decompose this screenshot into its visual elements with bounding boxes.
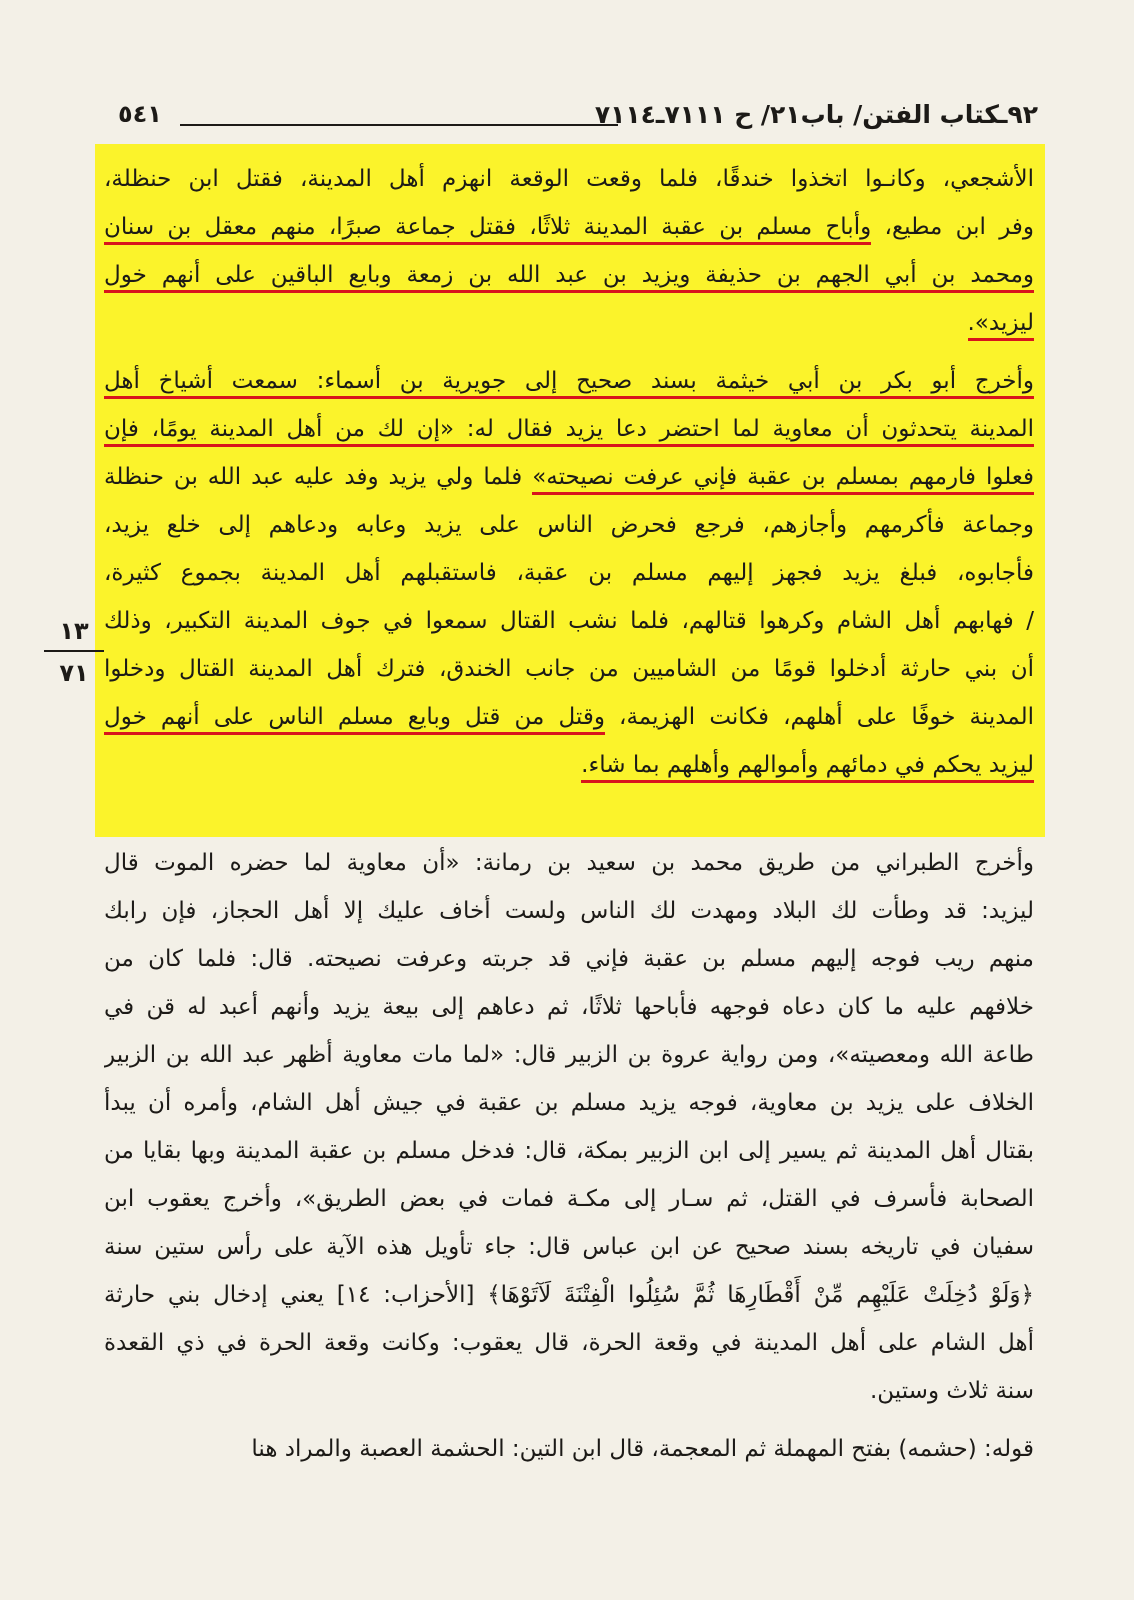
red-underline: ليزيد». [968,310,1035,341]
red-underline: وأباح مسلم بن عقبة المدينة ثلاثًا، فقتل جماعة صبرًا، منهم معقل بن سنان [104,214,871,245]
margin-ref-top: ١٣ [59,617,89,645]
text-line: بقتال أهل المدينة ثم يسير إلى ابن الزبير بمكة، قال: فدخل مسلم بن عقبة المدينة وبها بقايا من [104,1138,1034,1164]
red-underline: المدينة يتحدثون أن معاوية لما احتضر دعا يزيد فقال له: «إن لك من أهل المدينة يومًا، فإن [104,416,1034,447]
text-line: / فهابهم أهل الشام وكرهوا قتالهم، فلما نشب القتال سمعوا في جوف المدينة التكبير، وذلك [104,608,1034,634]
margin-ref-bottom: ٧١ [59,659,89,687]
text-line: سفيان في تاريخه بسند صحيح عن ابن عباس قال: جاء تأويل هذه الآية على رأس ستين سنة [104,1234,1034,1260]
red-underline: وقتل من قتل وبايع مسلم الناس على أنهم خول [104,704,605,735]
text-line: فعلوا فارمهم بمسلم بن عقبة فإني عرفت نصيحته» فلما ولي يزيد وفد عليه عبد الله بن حنظلة [104,454,1034,502]
text-line: فأجابوه، فبلغ يزيد فجهز إليهم مسلم بن عقبة، فاستقبلهم أهل المدينة بجموع كثيرة، [104,560,1034,586]
text-line: الأشجعي، وكانـوا اتخذوا خندقًا، فلما وقعت الوقعة انهزم أهل المدينة، فقتل ابن حنظلة، [104,166,1034,192]
text-line: أن بني حارثة أدخلوا قومًا من الشاميين من جانب الخندق، فترك أهل المدينة القتال ودخلوا [104,656,1034,682]
text-line [104,742,1034,790]
red-underline: وأخرج أبو بكر بن أبي خيثمة بسند صحيح إلى جويرية بن أسماء: سمعت أشياخ أهل [104,368,1034,399]
text-line [104,406,1034,454]
text-line: الخلاف على يزيد بن معاوية، فوجه يزيد مسلم بن عقبة في جيش أهل الشام، وأمره أن يبدأ [104,1090,1034,1116]
text-line: وجماعة فأكرمهم وأجازهم، فرجع فحرض الناس على يزيد وعابه ودعاهم إلى خلع يزيد، [104,512,1034,538]
text-line: أهل الشام على أهل المدينة في وقعة الحرة، قال يعقوب: وكانت وقعة الحرة في ذي القعدة [104,1330,1034,1356]
text-line [104,358,1034,406]
chapter-title: ٩٢ـكتاب الفتن/ باب٢١/ ح ٧١١١ـ٧١١٤ [594,100,1038,129]
page-number: ٥٤١ [118,100,162,128]
body-passage [104,840,1034,1474]
text-line: وأخرج الطبراني من طريق محمد بن سعيد بن رمانة: «أن معاوية لما حضره الموت قال [104,850,1034,876]
red-underline: ومحمد بن أبي الجهم بن حذيفة ويزيد بن عبد الله بن زمعة وبايع الباقين على أنهم خول [104,262,1034,293]
margin-ref-rule [44,650,104,652]
text-line [104,300,1034,348]
text-line: سنة ثلاث وستين. [869,1378,1034,1404]
text-line: منهم ريب فوجه إليهم مسلم بن عقبة فإني قد جربته وعرفت نصيحته. قال: فلما كان من [104,946,1034,972]
quran-verse-line: ﴿وَلَوْ دُخِلَتْ عَلَيْهِم مِّنْ أَقْطَارِهَا ثُمَّ سُئِلُوا الْفِتْنَةَ لَآتَوْهَا﴾ [الأحزاب: ١٤] يعني إدخال بني حارثة [104,1282,1034,1308]
margin-reference [44,614,104,690]
header-rule [180,124,618,126]
highlighted-passage [104,156,1034,790]
text-line [104,252,1034,300]
running-header [118,98,1038,138]
text-line: خلافهم عليه ما كان دعاه فوجهه فأباحها ثلاثًا، ثم دعاهم إلى بيعة يزيد وأنهم أعبد له قن في [104,994,1034,1020]
text-line: ليزيد: قد وطأت لك البلاد ومهدت لك الناس ولست أخاف عليك إلا أهل الحجاز، فإن رابك [104,898,1034,924]
text-line: وفر ابن مطيع، وأباح مسلم بن عقبة المدينة ثلاثًا، فقتل جماعة صبرًا، منهم معقل بن سنان [104,204,1034,252]
text-line: طاعة الله ومعصيته»، ومن رواية عروة بن الزبير قال: «لما مات معاوية أظهر عبد الله بن الزبير [104,1042,1034,1068]
text-line: قوله: (حشمه) بفتح المهملة ثم المعجمة، قال ابن التين: الحشمة العصبة والمراد هنا [251,1436,1034,1462]
red-underline: ليزيد يحكم في دمائهم وأموالهم وأهلهم بما شاء. [581,752,1034,783]
red-underline: فعلوا فارمهم بمسلم بن عقبة فإني عرفت نصيحته» [532,464,1034,495]
text-line: المدينة خوفًا على أهلهم، فكانت الهزيمة، وقتل من قتل وبايع مسلم الناس على أنهم خول [104,694,1034,742]
text-line: الصحابة فأسرف في القتل، ثم سـار إلى مكـة فمات في بعض الطريق»، وأخرج يعقوب ابن [104,1186,1034,1212]
